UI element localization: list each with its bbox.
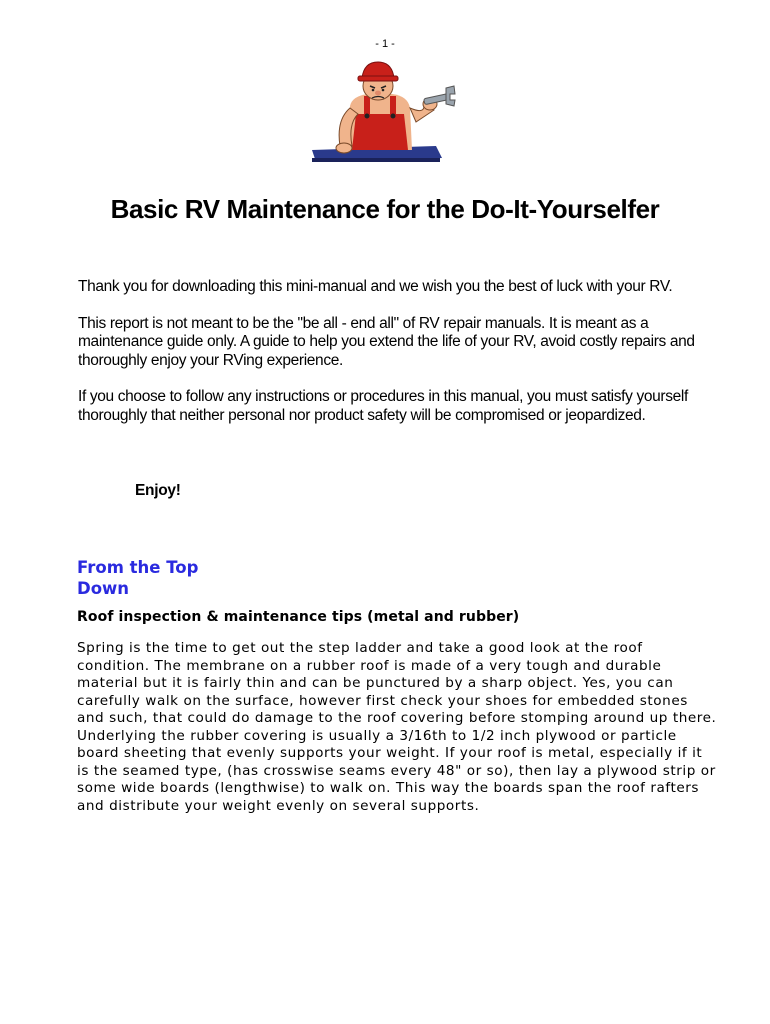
page-number: - 1 - [375, 38, 395, 50]
intro-paragraph: If you choose to follow any instructions or procedures in this manual, you must satisfy yourself thoroughly that neither personal nor product safety will be compromised or jeopardized. [78, 388, 688, 424]
subheading: Roof inspection & maintenance tips (metal and rubber) [77, 609, 520, 625]
mechanic-with-wrench-icon [312, 58, 456, 164]
section-heading [77, 557, 277, 599]
body-paragraph: Spring is the time to get out the step ladder and take a good look at the roof condition. The membrane on a rubber roof is made of a very tough and durable material but it is fairly thin and can be punctured by a sharp object. Yes, you can carefully walk on the surface, however first check your shoes for embedded stones and such, that could do damage to the roof covering before stomping around up there. Underlying the rubber covering is usually a 3/16th to 1/2 inch plywood or particle board sheeting that evenly supports your weight. If your roof is metal, especially if it is the seamed type, (has crosswise seams every 48" or so), then lay a plywood strip or some wide boards (lengthwise) to walk on. This way the boards span the roof rafters and distribute your weight evenly on several supports. [77, 640, 717, 814]
enjoy-text: Enjoy! [135, 482, 181, 499]
document-title: Basic RV Maintenance for the Do-It-Yourselfer [110, 194, 660, 224]
intro-paragraph: This report is not meant to be the "be all - end all" of RV repair manuals. It is meant as a maintenance guide only. A guide to help you extend the life of your RV, avoid costly repairs and thoroughly enjoy your RVing experience. [78, 314, 695, 369]
intro-paragraph: Thank you for downloading this mini-manual and we wish you the best of luck with your RV. [78, 278, 673, 295]
section-heading-line: Down [77, 579, 130, 598]
intro-section [78, 278, 698, 443]
section-heading-line: From the Top [77, 558, 199, 577]
